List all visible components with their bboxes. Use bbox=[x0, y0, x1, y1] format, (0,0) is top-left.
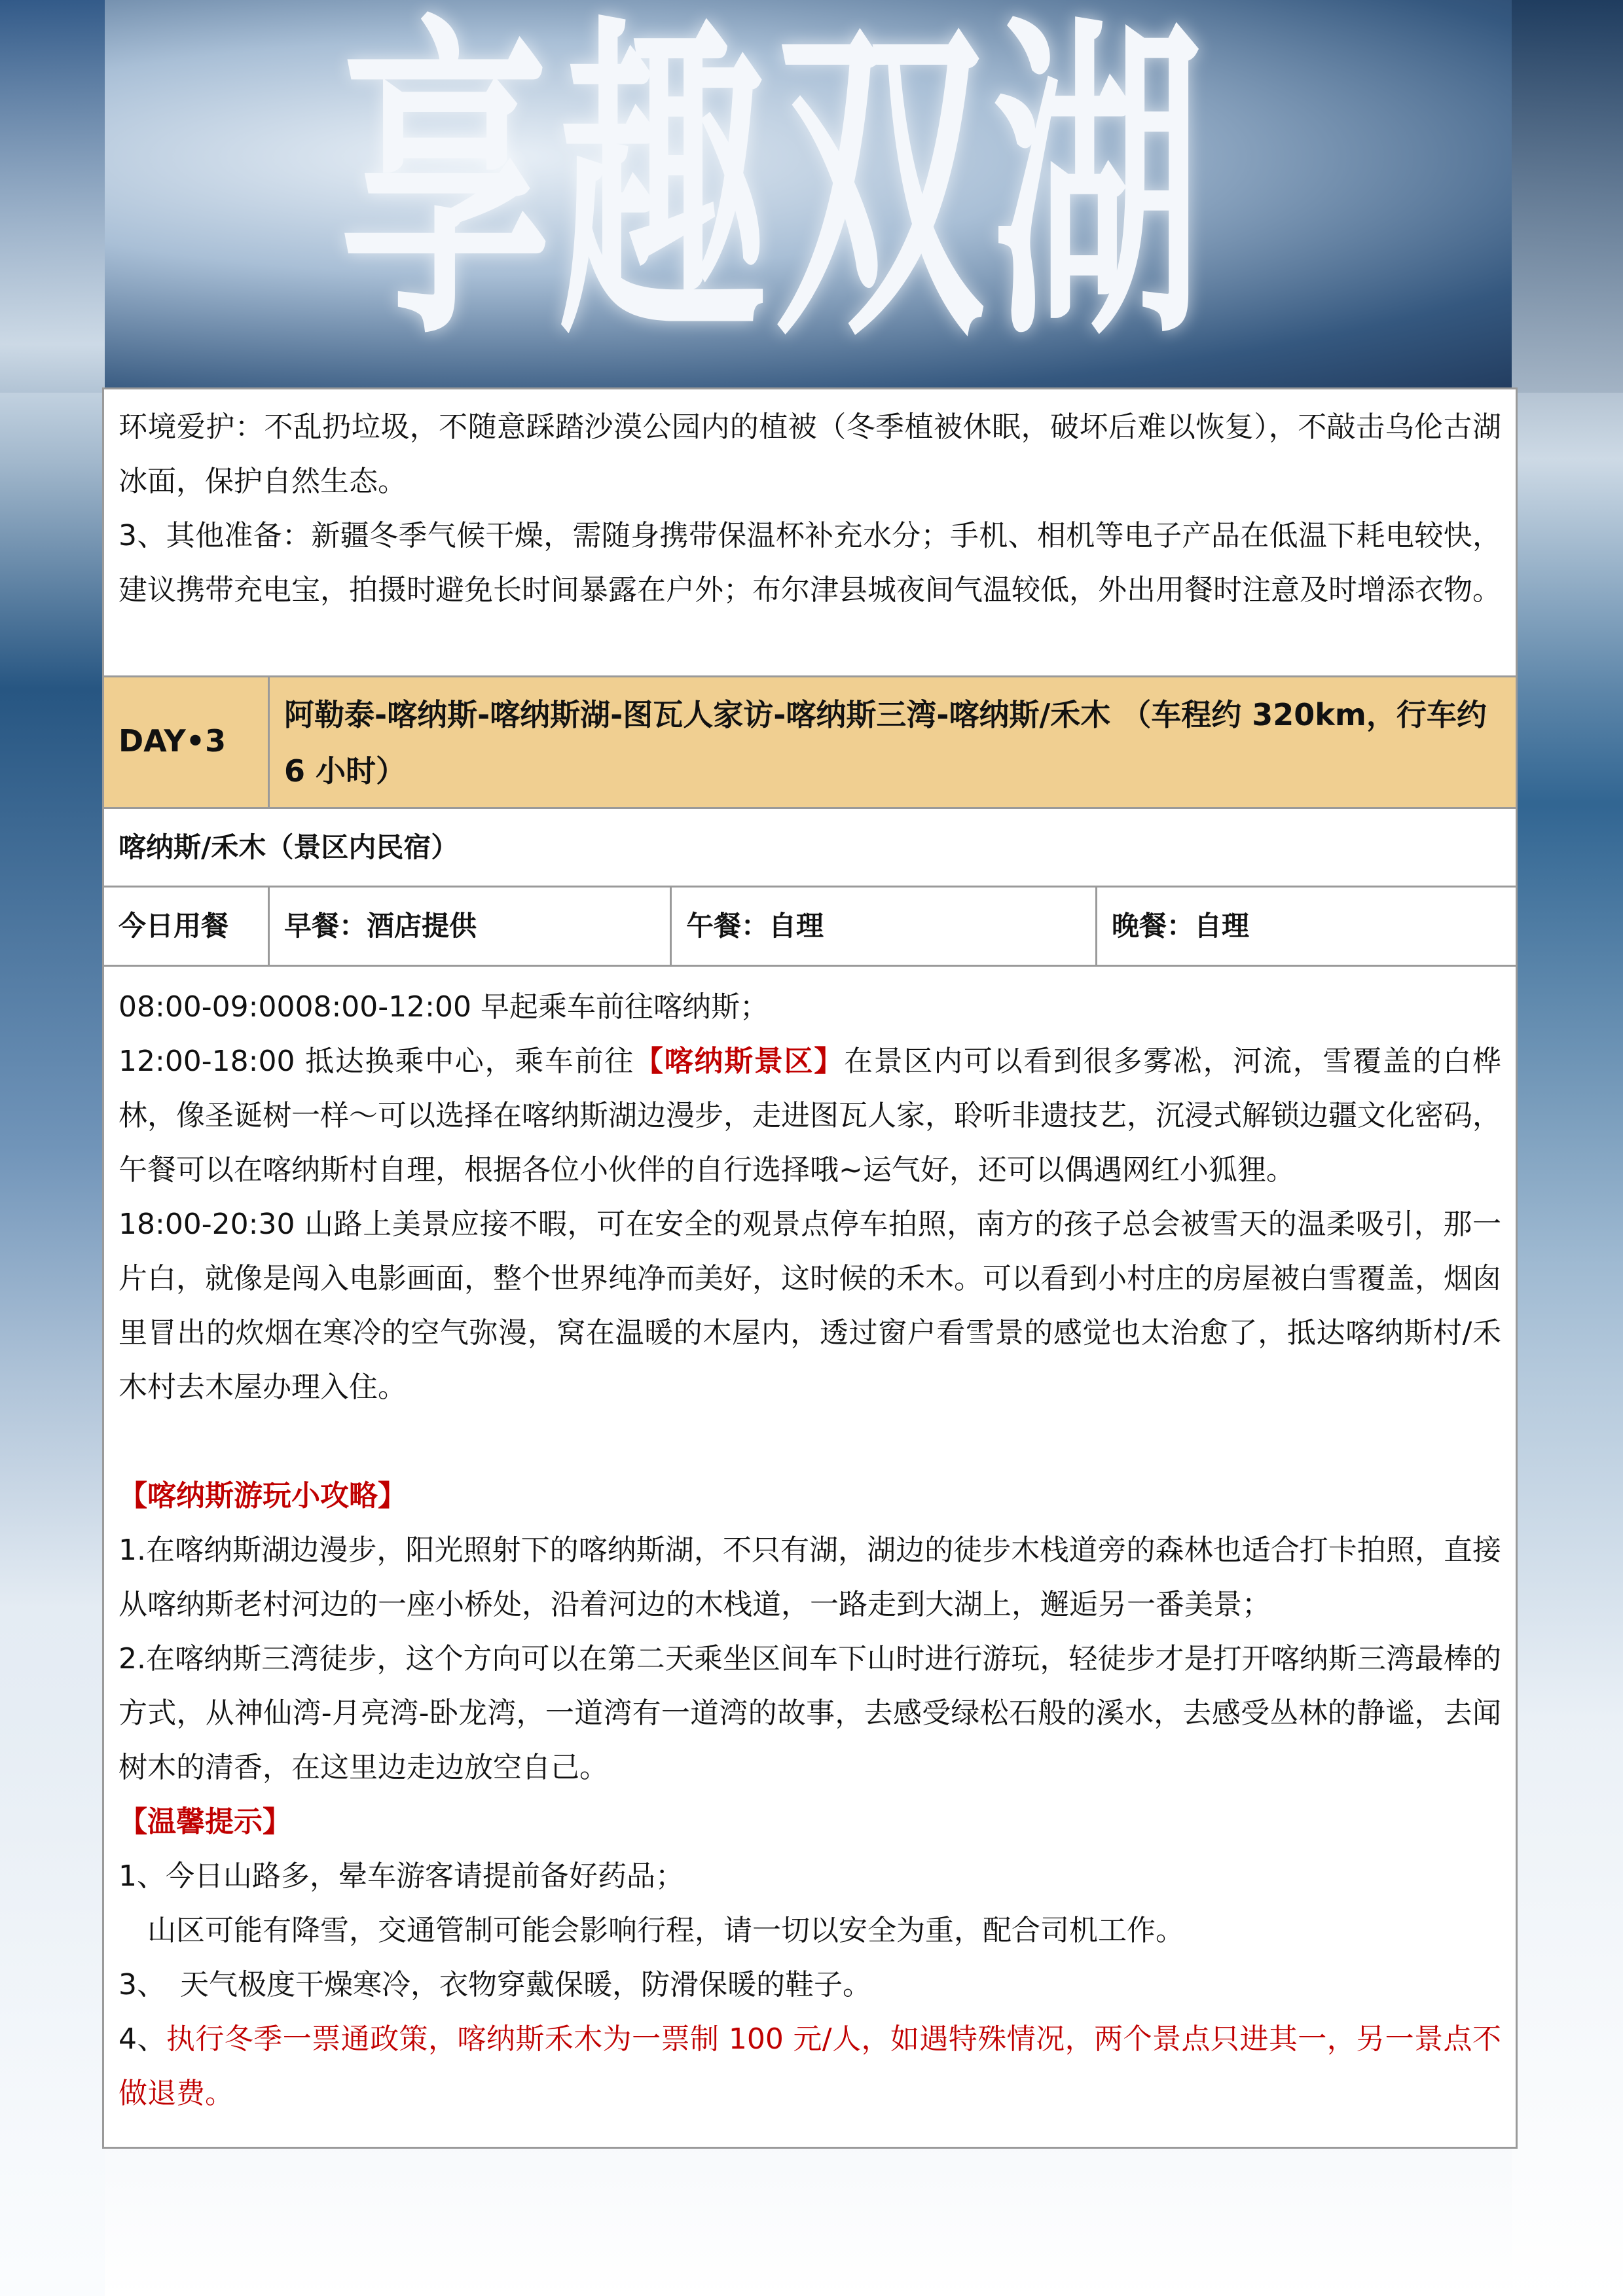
poster-title: 享趣双湖 bbox=[340, 0, 1210, 381]
schedule-item: 18:00-20:30 山路上美景应接不暇，可在安全的观景点停车拍照，南方的孩子总会被雪天的温柔吸引，那一片白，就像是闯入电影画面，整个世界纯净而美好，这时候的禾木。可以看到小村庄的房屋被白雪覆盖，烟囱里冒出的炊烟在寒冷的空气弥漫，窝在温暖的木屋内，透过窗户看雪景的感觉也太治愈了，抵达喀纳斯村/禾木村去木屋办理入住。 bbox=[119, 1208, 1501, 1404]
meals-row bbox=[104, 888, 1516, 967]
day-route: 阿勒泰-喀纳斯-喀纳斯湖-图瓦人家访-喀纳斯三湾-喀纳斯/禾木 （车程约 320km，行车约 6 小时） bbox=[268, 677, 1516, 807]
schedule-item: 08:00-09:0008:00-12:00 早起乘车前往喀纳斯； bbox=[119, 990, 769, 1024]
tips-heading: 【温馨提示】 bbox=[119, 1805, 291, 1839]
meals-label: 今日用餐 bbox=[119, 910, 229, 942]
guide-heading: 【喀纳斯游玩小攻略】 bbox=[119, 1479, 407, 1513]
schedule-row bbox=[104, 967, 1516, 2147]
other-preparation-note: 3、其他准备：新疆冬季气候干燥，需随身携带保温杯补充水分；手机、相机等电子产品在低温下耗电较快，建议携带充电宝，拍摄时避免长时间暴露在户外；布尔津县城夜间气温较低，外出用餐时注意及时增添衣物。 bbox=[119, 519, 1501, 607]
lunch: 午餐：自理 bbox=[670, 888, 1095, 965]
itinerary-table bbox=[102, 387, 1518, 2149]
day-label: DAY•3 bbox=[119, 723, 227, 759]
notes-row bbox=[104, 389, 1516, 677]
guide-item: 1.在喀纳斯湖边漫步，阳光照射下的喀纳斯湖，不只有湖，湖边的徒步木栈道旁的森林也适合打卡拍照，直接从喀纳斯老村河边的一座小桥处，沿着河边的木栈道，一路走到大湖上，邂逅另一番美景； bbox=[119, 1534, 1501, 1621]
dinner: 晚餐：自理 bbox=[1095, 888, 1516, 965]
snow-background-left bbox=[0, 0, 105, 2296]
tip-item-ticket-policy: 4、执行冬季一票通政策，喀纳斯禾木为一票制 100 元/人，如遇特殊情况，两个景点只进其一，另一景点不做退费。 bbox=[119, 2022, 1501, 2110]
environment-note: 环境爱护：不乱扔垃圾，不随意踩踏沙漠公园内的植被（冬季植被休眠，破坏后难以恢复），不敲击乌伦古湖冰面，保护自然生态。 bbox=[119, 410, 1501, 498]
breakfast: 早餐：酒店提供 bbox=[268, 888, 670, 965]
guide-item: 2.在喀纳斯三湾徒步，这个方向可以在第二天乘坐区间车下山时进行游玩，轻徒步才是打开喀纳斯三湾最棒的方式，从神仙湾-月亮湾-卧龙湾，一道湾有一道湾的故事，去感受绿松石般的溪水，去感受丛林的静谧，去闻树木的清香，在这里边走边放空自己。 bbox=[119, 1642, 1501, 1784]
accommodation-row bbox=[104, 809, 1516, 888]
schedule-item: 12:00-18:00 抵达换乘中心，乘车前往【喀纳斯景区】在景区内可以看到很多雾凇，河流，雪覆盖的白桦林，像圣诞树一样～可以选择在喀纳斯湖边漫步，走进图瓦人家，聆听非遗技艺，沉浸式解锁边疆文化密码，午餐可以在喀纳斯村自理，根据各位小伙伴的自行选择哦~运气好，还可以偶遇网红小狐狸。 bbox=[119, 1045, 1501, 1187]
scenic-area-highlight: 【喀纳斯景区】 bbox=[634, 1045, 845, 1078]
snow-background-right bbox=[1512, 0, 1623, 2296]
spacer bbox=[119, 1414, 1501, 1469]
tip-item: 1、今日山路多，晕车游客请提前备好药品； bbox=[119, 1859, 684, 1893]
tip-item: 山区可能有降雪，交通管制可能会影响行程，请一切以安全为重，配合司机工作。 bbox=[119, 1914, 1184, 1947]
tip-item: 3、 天气极度干燥寒冷，衣物穿戴保暖，防滑保暖的鞋子。 bbox=[119, 1968, 871, 2001]
day-header-row bbox=[104, 677, 1516, 809]
accommodation: 喀纳斯/禾木（景区内民宿） bbox=[119, 831, 459, 863]
